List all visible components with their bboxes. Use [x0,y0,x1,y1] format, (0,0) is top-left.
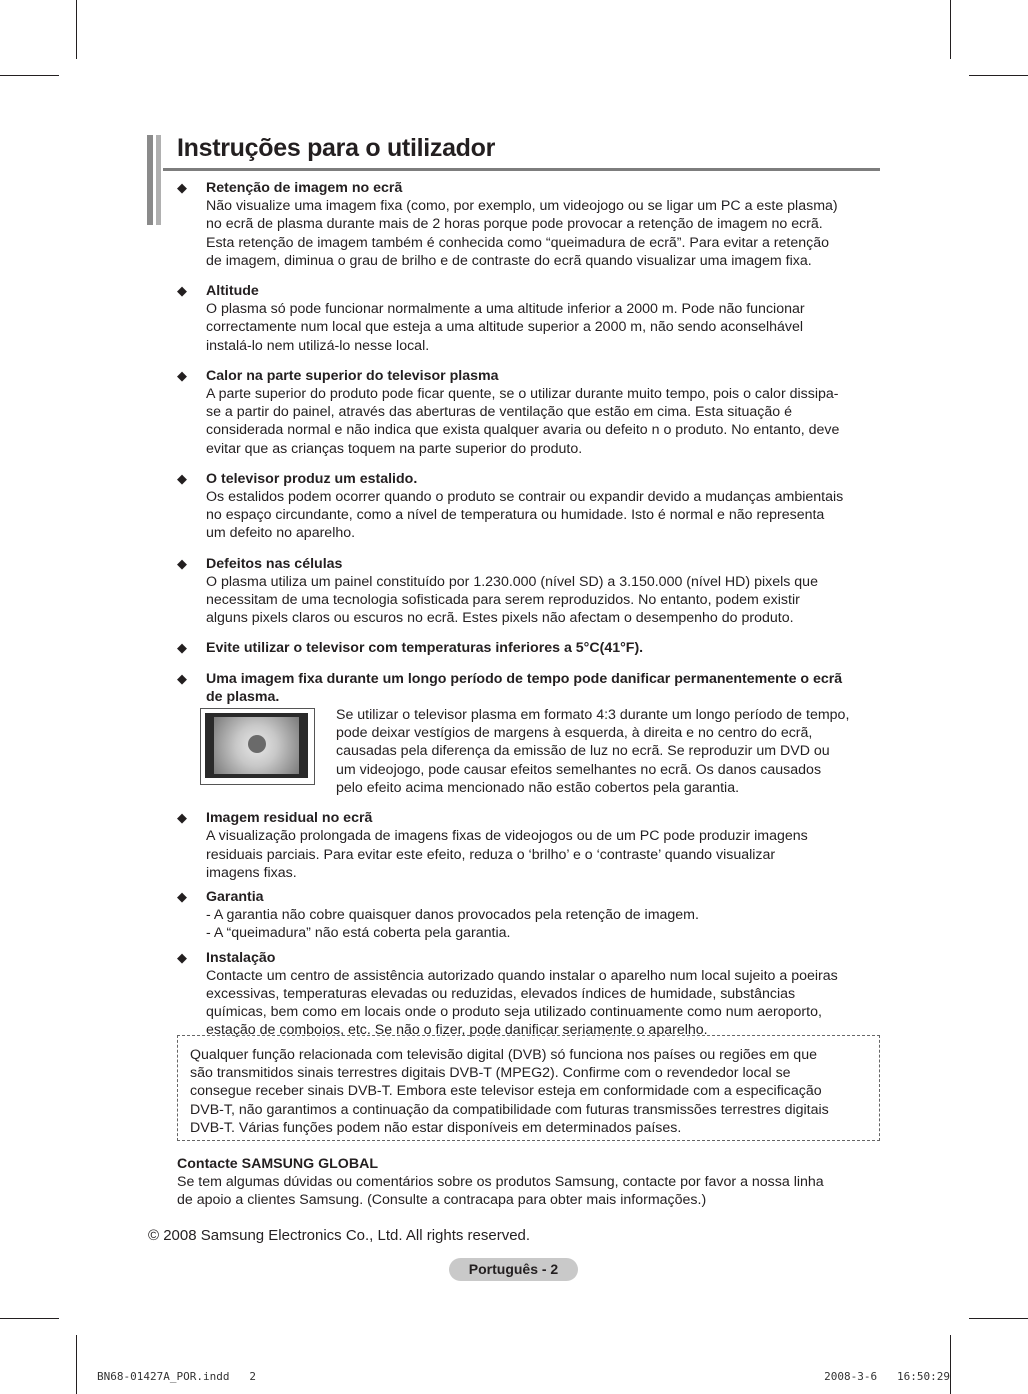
notice-line: são transmitidos sinais terrestres digitais DVB-T (MPEG2). Confirme com o revendedor local se [190,1065,791,1082]
section-line: causadas pela diferença da emissão de luz no ecrã. Se reproduzir um DVD ou [336,743,830,760]
section-line: Os estalidos podem ocorrer quando o produto se contrair ou expandir devido a mudanças ambientais [206,489,844,506]
section-title: Defeitos nas células [206,555,343,572]
diamond-bullet-icon: ◆ [177,810,187,826]
section-installation [177,949,882,1040]
section-line: se a partir do painel, através das aberturas de ventilação que estão em cima. Esta situação é [206,404,792,421]
notice-line: Qualquer função relacionada com televisão digital (DVB) só funciona nos países ou regiões em que [190,1047,817,1063]
dvb-notice-box [177,1035,880,1141]
instructions-list [177,179,882,1040]
notice-line: consegue receber sinais DVB-T. Embora este televisor esteja em conformidade com a especificação [190,1083,822,1100]
contact-title: Contacte SAMSUNG GLOBAL [177,1156,378,1172]
crop-mark [0,75,59,76]
notice-line: DVB-T, não garantimos a continuação da compatibilidade com futuras transmissões terrestres digitais [190,1101,829,1118]
section-line: excessivas, temperaturas elevadas ou reduzidas, elevados índices de humidade, substâncias [206,985,796,1002]
section-title: Instalação [206,949,276,966]
diamond-bullet-icon: ◆ [177,367,187,383]
section-line: considerada normal e não indica que exista qualquer avaria ou defeito n o produto. No entanto, deve [206,422,840,439]
title-accent-bars [147,135,163,225]
section-crackling [177,470,882,543]
title-rule [163,168,880,171]
section-line: residuais parciais. Para evitar este efeito, reduza o ‘brilho’ e o ‘contraste’ quando visualizar [206,846,776,863]
contact-line: Se tem algumas dúvidas ou comentários sobre os produtos Samsung, contacte por favor a nossa linha [177,1174,824,1191]
section-line: O plasma utiliza um painel constituído por 1.230.000 (nível SD) a 3.150.000 (nível HD) pixels que [206,573,818,590]
crop-mark [950,1335,951,1394]
diamond-bullet-icon: ◆ [177,670,187,686]
section-residual-image [177,809,882,882]
crop-mark [0,1318,59,1319]
diamond-bullet-icon: ◆ [177,555,187,571]
section-line: no ecrã de plasma durante mais de 2 horas porque pode provocar a retenção de imagem no ecrã. [206,216,823,233]
section-title: Garantia [206,888,264,905]
crop-mark [969,1318,1028,1319]
section-title: Altitude [206,283,259,300]
section-line: pelo efeito acima mencionado não estão cobertos pela garantia. [336,779,740,796]
tv-flower-image [200,708,315,785]
crop-mark [76,0,77,59]
section-title: Uma imagem fixa durante um longo período de tempo pode danificar permanentemente o ecrã [206,670,843,687]
section-title: Imagem residual no ecrã [206,810,373,827]
section-title-continued: de plasma. [206,688,280,705]
diamond-bullet-icon: ◆ [177,180,187,195]
section-line: Não visualize uma imagem fixa (como, por exemplo, um videojogo ou se ligar um PC a este plasma) [206,198,838,215]
contact-line: de apoio a clientes Samsung. (Consulte a contracapa para obter mais informações.) [177,1192,707,1209]
page-number-badge: Português - 2 [449,1258,578,1281]
section-line: A parte superior do produto pode ficar quente, se o utilizar durante muito tempo, pois o calor dissipa- [206,386,839,403]
diamond-bullet-icon: ◆ [177,949,187,965]
section-line: evitar que as crianças toquem na parte superior do produto. [206,440,583,457]
copyright-notice: © 2008 Samsung Electronics Co., Ltd. All rights reserved. [148,1227,531,1244]
crop-mark [76,1335,77,1394]
section-line: Esta retenção de imagem também é conhecida como “queimadura de ecrã”. Para evitar a retenção [206,234,830,251]
section-line: Se utilizar o televisor plasma em formato 4:3 durante um longo período de tempo, [336,707,850,724]
section-altitude [177,282,882,355]
section-low-temperature [177,639,882,657]
section-line: no espaço circundante, como a nível de temperatura ou humidade. Isto é normal e não representa [206,507,825,524]
section-line: necessitam de uma tecnologia sofisticada para serem reproduzidos. No entanto, podem existir [206,592,800,609]
section-title: Evite utilizar o televisor com temperaturas inferiores a 5°C(41°F). [206,640,644,657]
section-image-retention [177,179,882,270]
crop-mark [950,0,951,59]
section-line: um defeito no aparelho. [206,525,356,542]
diamond-bullet-icon: ◆ [177,640,187,656]
section-line: pode deixar vestígios de margens à esquerda, à direita e no centro do ecrã, [336,725,813,742]
section-heat [177,367,882,458]
still-image-example [206,706,882,797]
section-line: A visualização prolongada de imagens fixas de videojogos ou de um PC pode produzir imagens [206,828,808,845]
diamond-bullet-icon: ◆ [177,470,187,486]
diamond-bullet-icon: ◆ [177,888,187,904]
section-title: Retenção de imagem no ecrã [206,180,403,196]
section-warranty [177,888,882,943]
diamond-bullet-icon: ◆ [177,283,187,299]
section-line: imagens fixas. [206,864,297,881]
section-line: - A garantia não cobre quaisquer danos provocados pela retenção de imagem. [206,907,699,924]
section-line: alguns pixels claros ou escuros no ecrã. Estes pixels não afectam o desempenho do produto. [206,610,794,627]
section-line: O plasma só pode funcionar normalmente a uma altitude inferior a 2000 m. Pode não funcionar [206,301,805,318]
print-slug-timestamp: 2008-3-6 16:50:29 [824,1370,950,1383]
section-title: O televisor produz um estalido. [206,470,418,487]
section-line: correctamente num local que esteja a uma altitude superior a 2000 m, não sendo aconselhável [206,319,804,336]
section-title: Calor na parte superior do televisor plasma [206,367,499,384]
section-line: instalá-lo nem utilizá-lo nesse local. [206,337,430,354]
section-line: estação de comboios, etc. Se não o fizer, pode danificar seriamente o aparelho. [206,1022,708,1039]
print-slug-filename: BN68-01427A_POR.indd 2 [97,1370,256,1383]
section-line: - A “queimadura” não está coberta pela garantia. [206,925,511,942]
section-still-image [177,670,882,797]
contact-samsung [177,1155,882,1210]
notice-line: DVB-T. Várias funções podem não estar disponíveis em determinados países. [190,1119,682,1136]
crop-mark [969,75,1028,76]
section-line: um videojogo, pode causar efeitos semelhantes no ecrã. Os danos causados [336,761,822,778]
section-line: químicas, bem como em locais onde o produto seja utilizado continuamente como num aeroporto, [206,1004,822,1021]
section-line: Contacte um centro de assistência autorizado quando instalar o aparelho num local sujeito a poeiras [206,967,838,984]
section-line: de imagem, diminua o grau de brilho e de contraste do ecrã quando visualizar uma imagem fixa. [206,252,812,269]
page-title: Instruções para o utilizador [177,134,496,162]
section-cell-defects [177,555,882,628]
